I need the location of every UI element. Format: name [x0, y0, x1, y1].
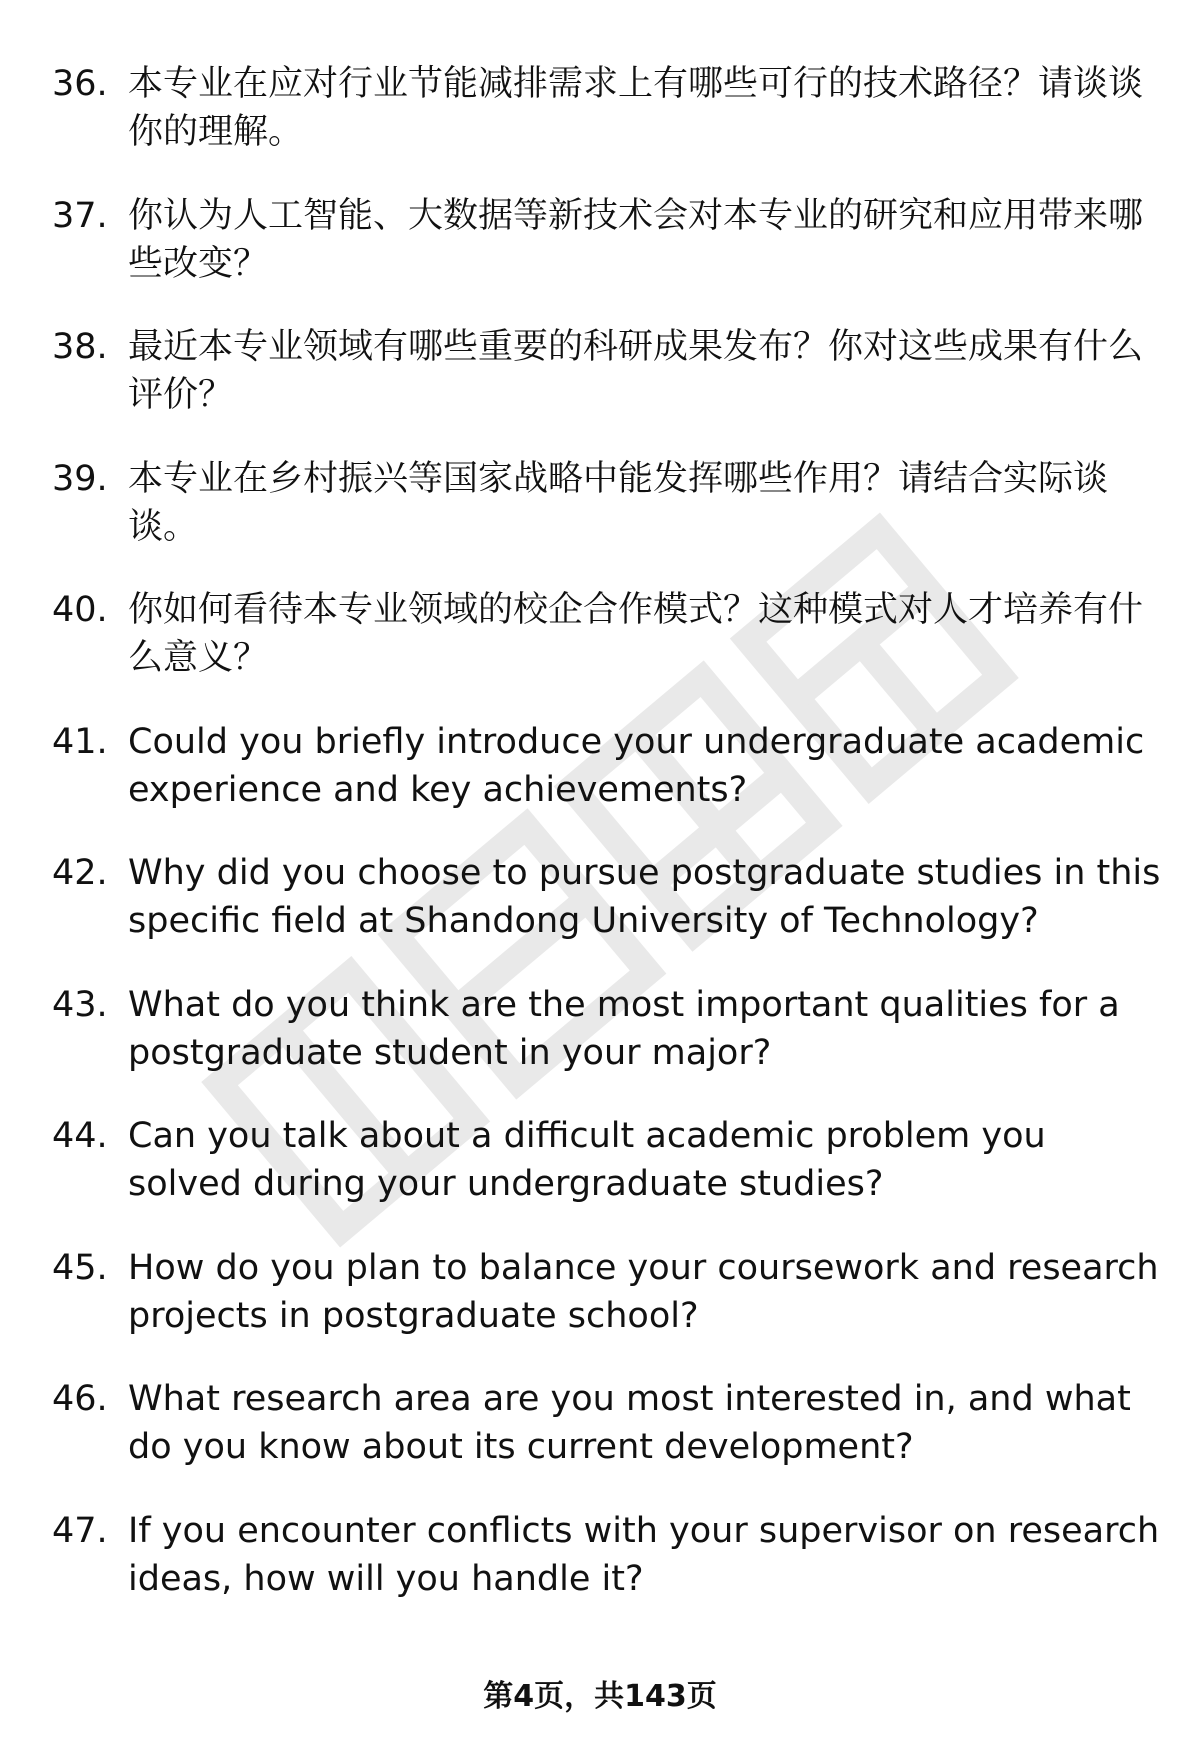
question-item — [52, 1244, 1162, 1376]
question-item — [52, 323, 1162, 455]
question-item — [52, 60, 1162, 192]
question-number: 37. — [52, 195, 108, 236]
question-text: 本专业在应对行业节能减排需求上有哪些可行的技术路径？请谈谈你的理解。 — [128, 64, 1144, 152]
question-item — [52, 192, 1162, 324]
question-item — [52, 455, 1162, 587]
question-text: 本专业在乡村振兴等国家战略中能发挥哪些作用？请结合实际谈谈。 — [128, 458, 1109, 547]
question-text: Can you talk about a difficult academic problem you solved during your undergraduate studies? — [128, 1116, 1046, 1204]
question-text: If you encounter conflicts with your supervisor on research ideas, how will you handle it? — [128, 1510, 1160, 1599]
page-number-label: 第4页，共143页 — [483, 1679, 717, 1714]
question-item — [52, 1507, 1162, 1639]
question-number: 44. — [52, 1116, 108, 1156]
question-number: 40. — [52, 590, 108, 630]
question-item — [52, 718, 1162, 850]
question-number: 38. — [52, 327, 108, 367]
question-number: 41. — [52, 721, 108, 762]
question-text: How do you plan to balance your coursework and research projects in postgraduate school? — [128, 1247, 1159, 1336]
question-item — [52, 586, 1162, 718]
question-text: Why did you choose to pursue postgraduate studies in this specific field at Shandong University of Technology? — [128, 853, 1161, 941]
question-item — [52, 1375, 1162, 1507]
question-number: 47. — [52, 1510, 108, 1551]
question-item — [52, 1112, 1162, 1244]
question-text: What do you think are the most important qualities for a postgraduate student in your major? — [128, 984, 1120, 1073]
question-number: 43. — [52, 984, 108, 1025]
question-item — [52, 981, 1162, 1113]
question-number: 46. — [52, 1379, 108, 1419]
question-text: 最近本专业领域有哪些重要的科研成果发布？你对这些成果有什么评价？ — [128, 327, 1144, 415]
question-item — [52, 849, 1162, 981]
question-list — [52, 60, 1162, 1638]
page-footer — [0, 1677, 1200, 1717]
question-number: 42. — [52, 853, 108, 893]
question-text: 你认为人工智能、大数据等新技术会对本专业的研究和应用带来哪些改变？ — [128, 195, 1144, 284]
question-text: What research area are you most interested in, and what do you know about its current development? — [128, 1379, 1131, 1467]
question-number: 45. — [52, 1247, 108, 1288]
question-text: 你如何看待本专业领域的校企合作模式？这种模式对人才培养有什么意义？ — [128, 590, 1144, 678]
question-number: 39. — [52, 458, 108, 499]
question-text: Could you briefly introduce your undergraduate academic experience and key achievements? — [128, 721, 1145, 810]
question-number: 36. — [52, 64, 108, 104]
